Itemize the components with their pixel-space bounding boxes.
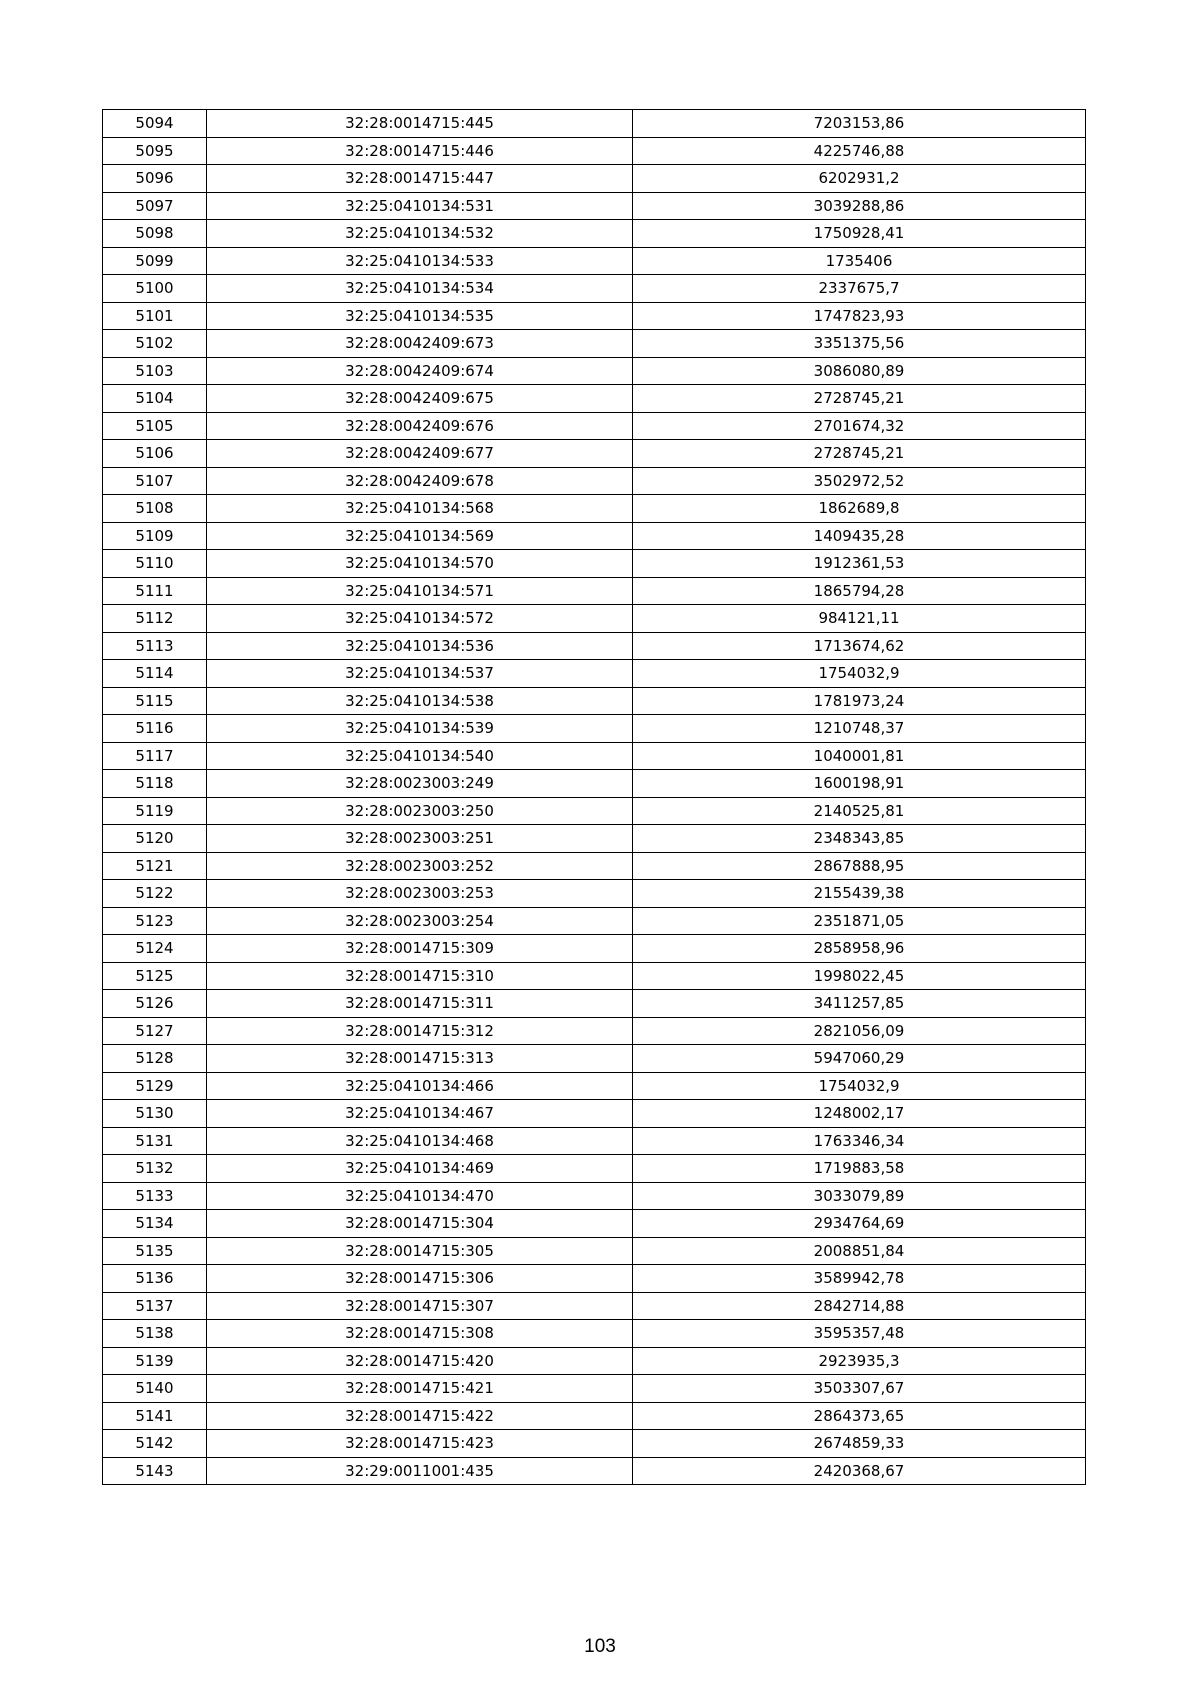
cadastral-number-cell: 32:28:0023003:251: [207, 825, 633, 853]
cadastral-number-cell: 32:25:0410134:470: [207, 1182, 633, 1210]
value-cell: 1713674,62: [633, 632, 1086, 660]
table-row: [103, 1320, 1086, 1348]
row-number-cell: 5103: [103, 357, 207, 385]
cadastral-number-cell: 32:28:0014715:422: [207, 1402, 633, 1430]
value-cell: 2420368,67: [633, 1457, 1086, 1485]
table-row: [103, 687, 1086, 715]
table-row: [103, 247, 1086, 275]
row-number-cell: 5127: [103, 1017, 207, 1045]
row-number-cell: 5133: [103, 1182, 207, 1210]
cadastral-number-cell: 32:25:0410134:469: [207, 1155, 633, 1183]
cadastral-number-cell: 32:25:0410134:570: [207, 550, 633, 578]
row-number-cell: 5109: [103, 522, 207, 550]
value-cell: 1248002,17: [633, 1100, 1086, 1128]
table-row: [103, 1375, 1086, 1403]
table-row: [103, 990, 1086, 1018]
cadastral-number-cell: 32:28:0042409:678: [207, 467, 633, 495]
value-cell: 1862689,8: [633, 495, 1086, 523]
table-row: [103, 137, 1086, 165]
table-row: [103, 330, 1086, 358]
table-row: [103, 577, 1086, 605]
cadastral-number-cell: 32:28:0042409:674: [207, 357, 633, 385]
value-cell: 7203153,86: [633, 110, 1086, 138]
cadastral-number-cell: 32:28:0042409:673: [207, 330, 633, 358]
table-row: [103, 715, 1086, 743]
table-row: [103, 220, 1086, 248]
value-cell: 1409435,28: [633, 522, 1086, 550]
row-number-cell: 5112: [103, 605, 207, 633]
cadastral-number-cell: 32:28:0014715:309: [207, 935, 633, 963]
value-cell: 1735406: [633, 247, 1086, 275]
table-row: [103, 797, 1086, 825]
row-number-cell: 5128: [103, 1045, 207, 1073]
value-cell: 1747823,93: [633, 302, 1086, 330]
row-number-cell: 5142: [103, 1430, 207, 1458]
table-row: [103, 907, 1086, 935]
value-cell: 3502972,52: [633, 467, 1086, 495]
table-row: [103, 1072, 1086, 1100]
value-cell: 2140525,81: [633, 797, 1086, 825]
table-row: [103, 1430, 1086, 1458]
cadastral-number-cell: 32:28:0014715:421: [207, 1375, 633, 1403]
cadastral-number-cell: 32:25:0410134:533: [207, 247, 633, 275]
table-row: [103, 1292, 1086, 1320]
cadastral-number-cell: 32:28:0014715:445: [207, 110, 633, 138]
table-row: [103, 962, 1086, 990]
table-row: [103, 1045, 1086, 1073]
value-cell: 2821056,09: [633, 1017, 1086, 1045]
table-row: [103, 1210, 1086, 1238]
cadastral-number-cell: 32:25:0410134:531: [207, 192, 633, 220]
row-number-cell: 5117: [103, 742, 207, 770]
row-number-cell: 5094: [103, 110, 207, 138]
row-number-cell: 5123: [103, 907, 207, 935]
row-number-cell: 5131: [103, 1127, 207, 1155]
table-row: [103, 412, 1086, 440]
cadastral-number-cell: 32:25:0410134:468: [207, 1127, 633, 1155]
value-cell: 3411257,85: [633, 990, 1086, 1018]
cadastral-number-cell: 32:25:0410134:532: [207, 220, 633, 248]
table-row: [103, 1265, 1086, 1293]
value-cell: 1912361,53: [633, 550, 1086, 578]
value-cell: 6202931,2: [633, 165, 1086, 193]
value-cell: 2674859,33: [633, 1430, 1086, 1458]
cadastral-number-cell: 32:28:0023003:254: [207, 907, 633, 935]
cadastral-number-cell: 32:28:0042409:675: [207, 385, 633, 413]
value-cell: 3039288,86: [633, 192, 1086, 220]
cadastral-number-cell: 32:28:0023003:249: [207, 770, 633, 798]
value-cell: 2867888,95: [633, 852, 1086, 880]
value-cell: 2348343,85: [633, 825, 1086, 853]
row-number-cell: 5115: [103, 687, 207, 715]
value-cell: 1754032,9: [633, 1072, 1086, 1100]
row-number-cell: 5124: [103, 935, 207, 963]
row-number-cell: 5135: [103, 1237, 207, 1265]
cadastral-number-cell: 32:25:0410134:538: [207, 687, 633, 715]
table-row: [103, 605, 1086, 633]
cadastral-number-cell: 32:25:0410134:568: [207, 495, 633, 523]
table-row: [103, 495, 1086, 523]
cadastral-number-cell: 32:25:0410134:537: [207, 660, 633, 688]
value-cell: 2923935,3: [633, 1347, 1086, 1375]
table-row: [103, 935, 1086, 963]
value-cell: 1210748,37: [633, 715, 1086, 743]
cadastral-number-cell: 32:25:0410134:539: [207, 715, 633, 743]
table-row: [103, 357, 1086, 385]
row-number-cell: 5101: [103, 302, 207, 330]
cadastral-number-cell: 32:25:0410134:466: [207, 1072, 633, 1100]
value-cell: 3086080,89: [633, 357, 1086, 385]
table-row: [103, 880, 1086, 908]
cadastral-number-cell: 32:29:0011001:435: [207, 1457, 633, 1485]
cadastral-number-cell: 32:28:0023003:252: [207, 852, 633, 880]
row-number-cell: 5113: [103, 632, 207, 660]
value-cell: 2934764,69: [633, 1210, 1086, 1238]
table-row: [103, 1182, 1086, 1210]
table-row: [103, 110, 1086, 138]
row-number-cell: 5138: [103, 1320, 207, 1348]
value-cell: 1763346,34: [633, 1127, 1086, 1155]
cadastral-number-cell: 32:25:0410134:571: [207, 577, 633, 605]
value-cell: 1865794,28: [633, 577, 1086, 605]
value-cell: 1750928,41: [633, 220, 1086, 248]
cadastral-number-cell: 32:28:0014715:305: [207, 1237, 633, 1265]
row-number-cell: 5130: [103, 1100, 207, 1128]
row-number-cell: 5118: [103, 770, 207, 798]
cadastral-number-cell: 32:28:0014715:447: [207, 165, 633, 193]
row-number-cell: 5125: [103, 962, 207, 990]
row-number-cell: 5134: [103, 1210, 207, 1238]
table-row: [103, 275, 1086, 303]
cadastral-number-cell: 32:28:0023003:253: [207, 880, 633, 908]
data-table: [102, 109, 1086, 1485]
value-cell: 2351871,05: [633, 907, 1086, 935]
cadastral-number-cell: 32:25:0410134:569: [207, 522, 633, 550]
row-number-cell: 5108: [103, 495, 207, 523]
cadastral-number-cell: 32:28:0014715:313: [207, 1045, 633, 1073]
table-row: [103, 742, 1086, 770]
value-cell: 2008851,84: [633, 1237, 1086, 1265]
value-cell: 2858958,96: [633, 935, 1086, 963]
table-row: [103, 632, 1086, 660]
page-number: 103: [584, 1636, 616, 1657]
value-cell: 2155439,38: [633, 880, 1086, 908]
value-cell: 1781973,24: [633, 687, 1086, 715]
value-cell: 1719883,58: [633, 1155, 1086, 1183]
table-row: [103, 192, 1086, 220]
row-number-cell: 5119: [103, 797, 207, 825]
table-row: [103, 385, 1086, 413]
row-number-cell: 5095: [103, 137, 207, 165]
table-row: [103, 1402, 1086, 1430]
cadastral-number-cell: 32:28:0014715:306: [207, 1265, 633, 1293]
cadastral-number-cell: 32:28:0042409:677: [207, 440, 633, 468]
row-number-cell: 5097: [103, 192, 207, 220]
row-number-cell: 5107: [103, 467, 207, 495]
row-number-cell: 5121: [103, 852, 207, 880]
table-row: [103, 1237, 1086, 1265]
value-cell: 3595357,48: [633, 1320, 1086, 1348]
table-row: [103, 852, 1086, 880]
row-number-cell: 5140: [103, 1375, 207, 1403]
value-cell: 1998022,45: [633, 962, 1086, 990]
row-number-cell: 5139: [103, 1347, 207, 1375]
value-cell: 1754032,9: [633, 660, 1086, 688]
row-number-cell: 5096: [103, 165, 207, 193]
table-row: [103, 440, 1086, 468]
cadastral-number-cell: 32:28:0014715:420: [207, 1347, 633, 1375]
value-cell: 4225746,88: [633, 137, 1086, 165]
row-number-cell: 5137: [103, 1292, 207, 1320]
table-row: [103, 770, 1086, 798]
row-number-cell: 5122: [103, 880, 207, 908]
cadastral-number-cell: 32:25:0410134:467: [207, 1100, 633, 1128]
table-row: [103, 1017, 1086, 1045]
cadastral-number-cell: 32:25:0410134:540: [207, 742, 633, 770]
row-number-cell: 5104: [103, 385, 207, 413]
row-number-cell: 5120: [103, 825, 207, 853]
cadastral-number-cell: 32:28:0014715:446: [207, 137, 633, 165]
table-row: [103, 522, 1086, 550]
value-cell: 2842714,88: [633, 1292, 1086, 1320]
cadastral-number-cell: 32:28:0023003:250: [207, 797, 633, 825]
row-number-cell: 5116: [103, 715, 207, 743]
cadastral-number-cell: 32:28:0014715:307: [207, 1292, 633, 1320]
value-cell: 2728745,21: [633, 385, 1086, 413]
row-number-cell: 5098: [103, 220, 207, 248]
table-row: [103, 660, 1086, 688]
cadastral-number-cell: 32:28:0014715:310: [207, 962, 633, 990]
value-cell: 2728745,21: [633, 440, 1086, 468]
cadastral-number-cell: 32:28:0014715:311: [207, 990, 633, 1018]
table-row: [103, 1127, 1086, 1155]
value-cell: 2864373,65: [633, 1402, 1086, 1430]
cadastral-number-cell: 32:25:0410134:572: [207, 605, 633, 633]
value-cell: 3351375,56: [633, 330, 1086, 358]
cadastral-number-cell: 32:25:0410134:534: [207, 275, 633, 303]
table-row: [103, 302, 1086, 330]
table-row: [103, 165, 1086, 193]
value-cell: 984121,11: [633, 605, 1086, 633]
value-cell: 3589942,78: [633, 1265, 1086, 1293]
row-number-cell: 5129: [103, 1072, 207, 1100]
cadastral-number-cell: 32:28:0042409:676: [207, 412, 633, 440]
cadastral-number-cell: 32:28:0014715:423: [207, 1430, 633, 1458]
cadastral-number-cell: 32:28:0014715:304: [207, 1210, 633, 1238]
value-cell: 1040001,81: [633, 742, 1086, 770]
table-row: [103, 1457, 1086, 1485]
table-row: [103, 1347, 1086, 1375]
row-number-cell: 5099: [103, 247, 207, 275]
row-number-cell: 5126: [103, 990, 207, 1018]
row-number-cell: 5111: [103, 577, 207, 605]
table-row: [103, 550, 1086, 578]
value-cell: 2337675,7: [633, 275, 1086, 303]
table-body: [103, 110, 1086, 1485]
row-number-cell: 5143: [103, 1457, 207, 1485]
row-number-cell: 5141: [103, 1402, 207, 1430]
table-row: [103, 467, 1086, 495]
row-number-cell: 5110: [103, 550, 207, 578]
table-row: [103, 1100, 1086, 1128]
value-cell: 3033079,89: [633, 1182, 1086, 1210]
table-row: [103, 1155, 1086, 1183]
row-number-cell: 5106: [103, 440, 207, 468]
row-number-cell: 5100: [103, 275, 207, 303]
value-cell: 5947060,29: [633, 1045, 1086, 1073]
cadastral-number-cell: 32:28:0014715:312: [207, 1017, 633, 1045]
table-row: [103, 825, 1086, 853]
value-cell: 1600198,91: [633, 770, 1086, 798]
cadastral-number-cell: 32:28:0014715:308: [207, 1320, 633, 1348]
cadastral-number-cell: 32:25:0410134:536: [207, 632, 633, 660]
cadastral-number-cell: 32:25:0410134:535: [207, 302, 633, 330]
value-cell: 2701674,32: [633, 412, 1086, 440]
row-number-cell: 5105: [103, 412, 207, 440]
row-number-cell: 5114: [103, 660, 207, 688]
row-number-cell: 5136: [103, 1265, 207, 1293]
row-number-cell: 5132: [103, 1155, 207, 1183]
row-number-cell: 5102: [103, 330, 207, 358]
value-cell: 3503307,67: [633, 1375, 1086, 1403]
